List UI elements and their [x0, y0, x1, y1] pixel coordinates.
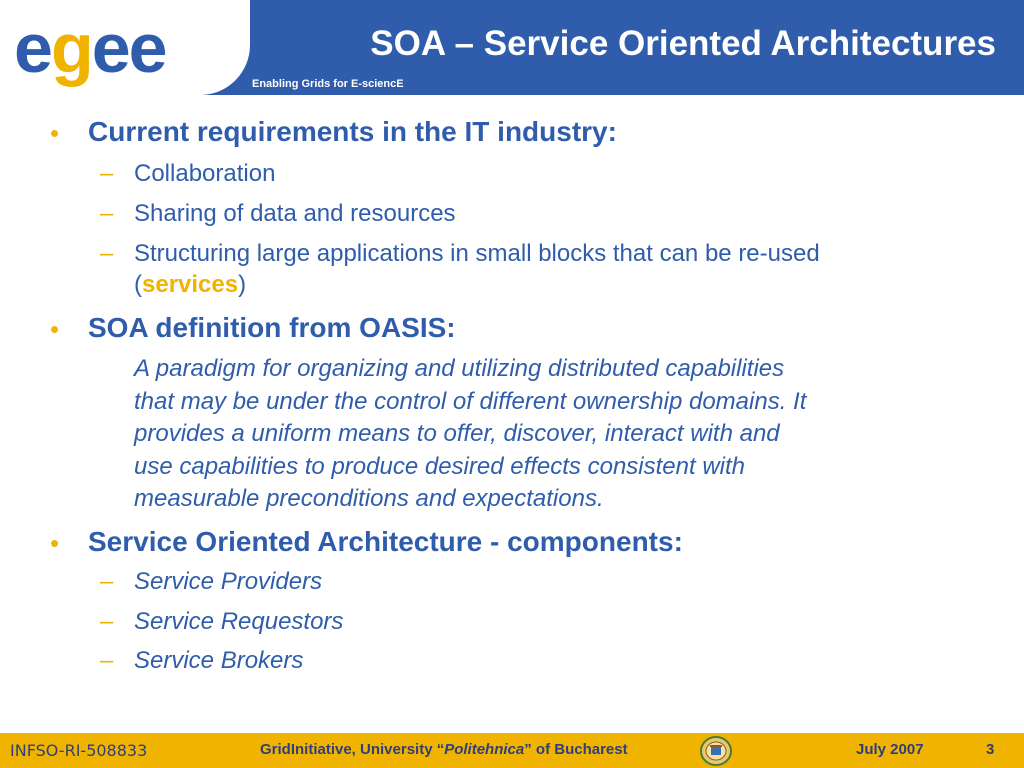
- dash-icon: –: [100, 568, 114, 595]
- project-id: INFSO-RI-508833: [10, 741, 148, 760]
- footer-date: July 2007: [856, 741, 924, 758]
- list-item-requestors: Service Requestors: [134, 608, 344, 635]
- dash-icon: –: [100, 647, 114, 674]
- egee-logo-text: egee: [14, 9, 166, 87]
- list-item-collaboration: Collaboration: [134, 160, 276, 187]
- bullet-icon: •: [50, 118, 60, 148]
- dash-icon: –: [100, 200, 114, 227]
- section-heading-oasis: SOA definition from OASIS:: [88, 312, 456, 343]
- list-item-providers: Service Providers: [134, 568, 323, 595]
- slide-header: [0, 0, 1024, 95]
- services-highlight: services: [142, 271, 239, 298]
- bullet-icon: •: [50, 528, 60, 558]
- slide-title: SOA – Service Oriented Architectures: [370, 24, 996, 63]
- list-item-structuring-cont: (services): [134, 271, 247, 298]
- dash-icon: –: [100, 160, 114, 187]
- section-heading-components: Service Oriented Architecture - components:: [88, 526, 683, 557]
- list-item-brokers: Service Brokers: [134, 647, 304, 674]
- page-number: 3: [986, 741, 995, 758]
- list-item-sharing: Sharing of data and resources: [134, 200, 456, 227]
- egee-logo: [0, 0, 250, 95]
- oasis-definition-quote: A paradigm for organizing and utilizing distributed capabilities that may be under the control of different ownership domains. It provides a uniform means to offer, discover, interact with and use capabilities to produce desired effects consistent with measurable preconditions and expectations.: [134, 355, 807, 512]
- section-heading-requirements: Current requirements in the IT industry:: [88, 116, 617, 147]
- dash-icon: –: [100, 240, 114, 267]
- university-seal-icon: [700, 736, 732, 766]
- bullet-icon: •: [50, 314, 60, 344]
- list-item-structuring: Structuring large applications in small blocks that can be re-used: [134, 240, 820, 267]
- tagline: Enabling Grids for E-sciencE: [252, 78, 404, 90]
- dash-icon: –: [100, 608, 114, 635]
- slide-footer: [0, 733, 1024, 768]
- footer-institution: GridInitiative, University “Politehnica” of Bucharest: [260, 741, 628, 758]
